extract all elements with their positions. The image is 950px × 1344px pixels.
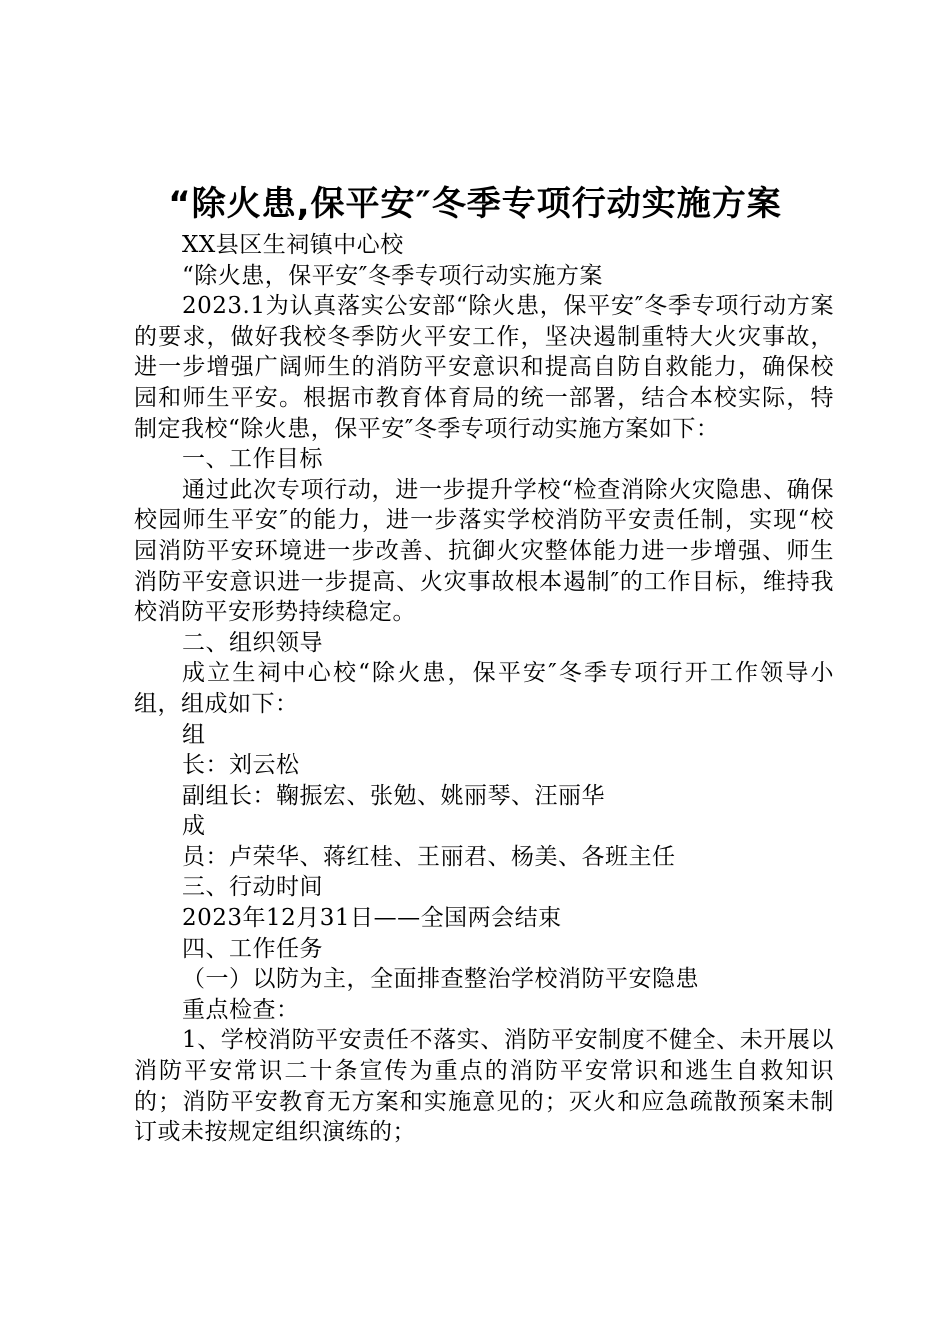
task-item-1: 1、学校消防平安责任不落实、消防平安制度不健全、未开展以消防平安常识二十条宣传为重点的消防平安常识和逃生自救知识的；消防平安教育无方案和实施意见的；灭火和应急疏散预案未制订或未按规定组织演练的； xyxy=(134,1027,834,1146)
key-check-label: 重点检查： xyxy=(182,996,300,1023)
section-heading-time: 三、行动时间 xyxy=(182,874,323,901)
subtitle: “除火患，保平安″冬季专项行动实施方案 xyxy=(182,262,603,289)
time-line: 2023年12月31日——全国两会结束 xyxy=(182,905,562,932)
leadership-paragraph: 成立生祠中心校“除火患，保平安″冬季专项行开工作领导小组，组成如下： xyxy=(134,660,834,717)
goals-paragraph: 通过此次专项行动，进一步提升学校“检查消除火灾隐患、确保校园师生平安″的能力，进一步落实学校消防平安责任制，实现“校园消防平安环境进一步改善、抗御火灾整体能力进一步增强、师生消防平安意识进一步提高、火灾事故根本遏制″的工作目标，维持我校消防平安形势持续稳定。 xyxy=(134,476,834,626)
intro-paragraph: 2023.1为认真落实公安部“除火患，保平安″冬季专项行动方案的要求，做好我校冬季防火平安工作，坚决遏制重特大火灾事故，进一步增强广阔师生的消防平安意识和提高自防自救能力，确保校园和师生平安。根据市教育体育局的统一部署，结合本校实际，特制定我校“除火患，保平安″冬季专项行动实施方案如下： xyxy=(134,293,834,442)
document-title: “除火患,保平安″冬季专项行动实施方案 xyxy=(168,184,782,224)
section-heading-goals: 一、工作目标 xyxy=(182,446,323,473)
document-body xyxy=(134,230,834,1148)
leader-line: 长：刘云松 xyxy=(182,752,300,779)
school-name: XX县区生祠镇中心校 xyxy=(182,232,404,258)
task-subheading-1: （一）以防为主，全面排查整治学校消防平安隐患 xyxy=(182,966,699,993)
section-heading-leadership: 二、组织领导 xyxy=(182,629,323,656)
section-heading-tasks: 四、工作任务 xyxy=(182,935,323,962)
member-label-part1: 成 xyxy=(182,813,206,840)
deputy-leader-line: 副组长：鞠振宏、张勉、姚丽琴、汪丽华 xyxy=(182,782,605,809)
leader-label-part1: 组 xyxy=(182,721,206,748)
member-line: 员：卢荣华、蒋红桂、王丽君、杨美、各班主任 xyxy=(182,843,676,870)
